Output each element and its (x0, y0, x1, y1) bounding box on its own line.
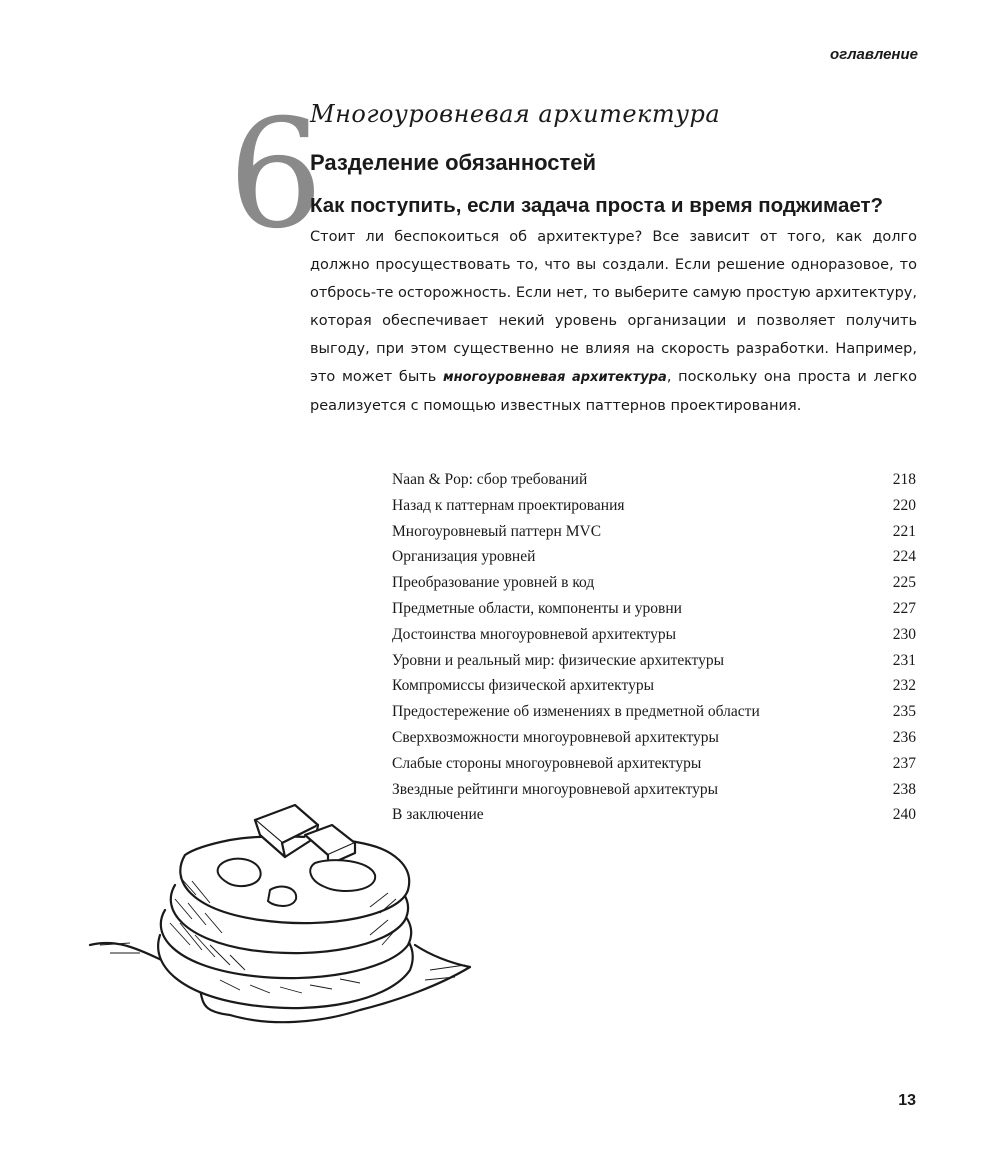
toc-entry-title: Достоинства многоуровневой архитектуры (392, 625, 677, 643)
toc-entry-page: 235 (892, 703, 916, 721)
toc-entry[interactable] (392, 751, 916, 777)
chapter-intro (310, 223, 917, 420)
toc-entry-title: Предостережение об изменениях в предметной области (392, 703, 760, 721)
toc-entry-page: 230 (892, 625, 916, 643)
chapter-question: Как поступить, если задача проста и время поджимает? (310, 194, 884, 217)
toc-entry-title: Преобразование уровней в код (392, 574, 595, 592)
section-title: Разделение обязанностей (310, 150, 597, 175)
toc-entry-page: 225 (892, 574, 916, 592)
toc-entry-page: 218 (892, 471, 916, 488)
chapter-title: Многоуровневая архитектура (310, 100, 721, 128)
toc-entry-page: 238 (892, 780, 916, 798)
toc-entry[interactable] (392, 699, 916, 725)
toc-entry-page: 240 (892, 806, 916, 824)
pancake-stack-illustration (70, 795, 480, 1055)
running-head: оглавление (830, 46, 918, 63)
toc-entry-title: Предметные области, компоненты и уровни (392, 599, 682, 617)
toc-entry-page: 224 (892, 548, 916, 566)
toc-entry[interactable] (392, 519, 916, 545)
toc-entry-page: 236 (892, 728, 916, 746)
toc-entry-title: Многоуровневый паттерн MVC (392, 522, 602, 540)
toc-entry-title: Звездные рейтинги многоуровневой архитектуры (392, 780, 719, 798)
toc-entry[interactable] (392, 544, 916, 570)
intro-text-2: , поскольку она проста и легко реализуется с помощью известных паттернов проектирования. (310, 369, 917, 414)
toc-entry-page: 227 (892, 599, 916, 617)
intro-text-1: Стоит ли беспокоиться об архитектуре? Все зависит от того, как долго должно просуществовать то, что вы создали. Если решение одноразовое, то отбрось-те осторожность. Если нет, то выберите самую простую архитектуру, которая обеспечивает некий уровень организации и позволяет получить выгоду, при этом существенно не влияя на скорость разработки. Например, это может быть (310, 229, 917, 385)
page-number: 13 (898, 1092, 916, 1109)
toc-entry[interactable] (392, 467, 916, 493)
toc-entry[interactable] (392, 725, 916, 751)
toc-entry[interactable] (392, 622, 916, 648)
toc-entry-title: В заключение (392, 806, 484, 824)
toc-entry-title: Сверхвозможности многоуровневой архитектуры (392, 728, 719, 746)
toc-entry-page: 237 (892, 754, 916, 772)
toc-entry-title: Компромиссы физической архитектуры (392, 677, 654, 695)
intro-emphasis: многоуровневая архитектура (443, 370, 667, 385)
chapter-number: 6 (228, 88, 324, 262)
toc-entry-page: 231 (892, 651, 916, 669)
toc-entry-title: Naan & Pop: сбор требований (392, 471, 588, 488)
toc-entry-title: Назад к паттернам проектирования (392, 496, 625, 514)
toc-entry[interactable] (392, 570, 916, 596)
toc-entry[interactable] (392, 673, 916, 699)
toc-entry-page: 220 (892, 496, 916, 514)
toc-entry[interactable] (392, 648, 916, 674)
toc-entry-title: Уровни и реальный мир: физические архитектуры (392, 651, 725, 669)
table-of-contents (392, 467, 916, 828)
toc-entry-title: Организация уровней (392, 548, 536, 566)
toc-entry[interactable] (392, 596, 916, 622)
toc-entry-page: 221 (892, 522, 916, 540)
toc-entry-title: Слабые стороны многоуровневой архитектуры (392, 754, 702, 772)
toc-entry[interactable] (392, 493, 916, 519)
toc-entry-page: 232 (892, 677, 916, 695)
